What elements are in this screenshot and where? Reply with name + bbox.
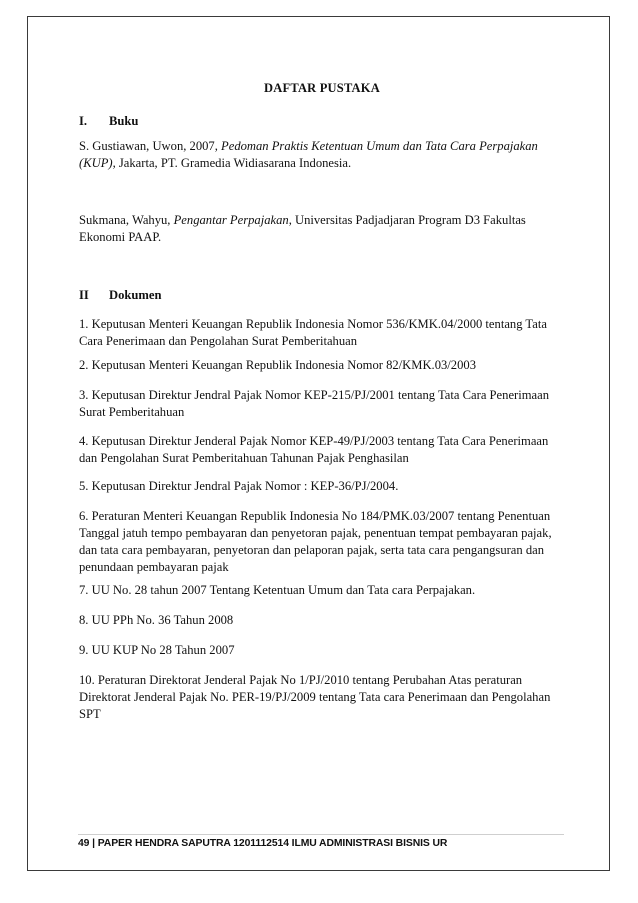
reference-document-6 [79, 508, 565, 576]
reference-text: 5. Keputusan Direktur Jendral Pajak Nomor : KEP-36/PJ/2004. [79, 479, 399, 493]
section-heading-dokumen [79, 287, 161, 304]
footer-divider [78, 834, 564, 835]
reference-text: 2. Keputusan Menteri Keuangan Republik Indonesia Nomor 82/KMK.03/2003 [79, 358, 476, 372]
section-heading-buku [79, 113, 138, 130]
reference-text: 4. Keputusan Direktur Jenderal Pajak Nomor KEP-49/PJ/2003 tentang Tata Cara Penerimaan dan Pengolahan Surat Pemberitahuan Tahunan Pajak Penghasilan [79, 434, 549, 465]
reference-text: 6. Peraturan Menteri Keuangan Republik Indonesia No 184/PMK.03/2007 tentang Penentuan Tanggal jatuh tempo pembayaran dan penyetoran pajak, penentuan tempat pembayaran pajak, dan tata cara pembayaran, penyetoran dan pelaporan pajak, serta tata cara pengangsuran dan penundaan pembayaran pajak [79, 509, 552, 574]
page-title: DAFTAR PUSTAKA [264, 81, 380, 95]
reference-document-2 [79, 357, 565, 374]
reference-document-1 [79, 316, 565, 350]
reference-text: 7. UU No. 28 tahun 2007 Tentang Ketentuan Umum dan Tata cara Perpajakan. [79, 583, 476, 597]
page-footer: 49 | PAPER HENDRA SAPUTRA 1201112514 ILMU ADMINISTRASI BISNIS UR [78, 838, 448, 849]
reference-document-10 [79, 672, 565, 723]
reference-text: 9. UU KUP No 28 Tahun 2007 [79, 643, 235, 657]
reference-document-4 [79, 433, 565, 467]
reference-title: Pengantar Perpajakan [173, 213, 289, 227]
reference-text: 10. Peraturan Direktorat Jenderal Pajak No 1/PJ/2010 tentang Perubahan Atas peraturan Direktorat Jenderal Pajak No. PER-19/PJ/2009 tentang Tata cara Penerimaan dan Pengolahan SPT [79, 673, 551, 721]
reference-author: Sukmana, Wahyu, [79, 213, 174, 227]
reference-document-3 [79, 387, 565, 421]
reference-text: 3. Keputusan Direktur Jendral Pajak Nomor KEP-215/PJ/2001 tentang Tata Cara Penerimaan Surat Pemberitahuan [79, 388, 549, 419]
reference-publisher: Jakarta, PT. Gramedia Widiasarana Indonesia. [115, 156, 352, 170]
section-number: I. [79, 114, 88, 128]
reference-book-2 [79, 212, 565, 246]
reference-text: 8. UU PPh No. 36 Tahun 2008 [79, 613, 234, 627]
reference-document-9 [79, 642, 565, 659]
section-number: II [79, 288, 89, 302]
reference-book-1 [79, 138, 565, 172]
section-label: Dokumen [109, 288, 162, 302]
reference-publisher: , Universitas Padjadjaran Program D3 Fakultas Ekonomi PAAP. [79, 213, 526, 244]
reference-text: 1. Keputusan Menteri Keuangan Republik Indonesia Nomor 536/KMK.04/2000 tentang Tata Cara Penerimaan dan Pengolahan Surat Pemberitahuan [79, 317, 547, 348]
reference-document-7 [79, 582, 565, 599]
reference-document-8 [79, 612, 565, 629]
section-label: Buku [109, 114, 139, 128]
reference-author: S. Gustiawan, Uwon, 2007, [79, 139, 222, 153]
reference-document-5 [79, 478, 565, 495]
reference-title: Pedoman Praktis Ketentuan Umum dan Tata Cara Perpajakan (KUP), [79, 139, 538, 170]
